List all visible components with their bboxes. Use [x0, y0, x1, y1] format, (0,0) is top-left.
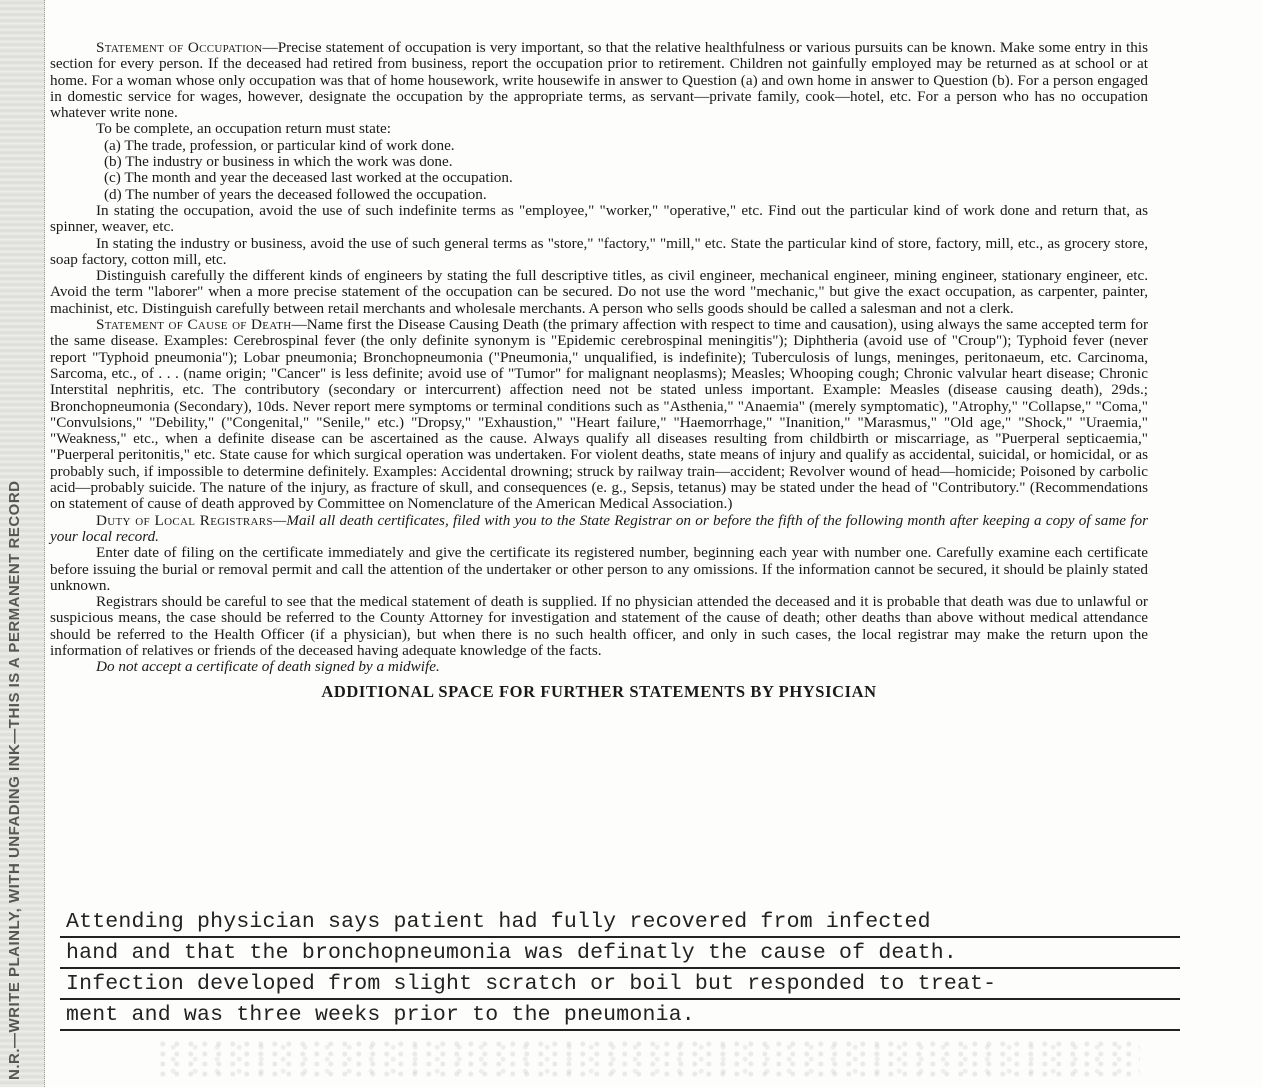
cause-text: —Name first the Disease Causing Death (the primary affection with respect to time and causation), using always the same accepted term for the same disease. Examples: Cerebrospinal fever (the only definite synonym is "Epidemic cerebrospinal meningitis"); Diphtheria (avoid use of "Croup"); Typhoid fever (never report "Typhoid pneumonia"); Lobar pneumonia; Bronchopneumonia ("Pneumonia," unqualified, is indefinite); Tuberculosis of lungs, meninges, peritonaeum, etc. Carcinoma, Sarcoma, etc., of . . . (name origin; "Cancer" is less definite; avoid use of "Tumor" for malignant neoplasms); Measles; Whooping cough; Chronic valvular heart disease; Chronic Interstital nephritis, etc. The contributory (secondary or intercurrent) affection need not be stated unless important. Example: Measles (disease causing death), 29ds.; Bronchopneumonia (Secondary), 10ds. Never report mere symptoms or terminal conditions such as "Asthenia," "Anaemia" (merely symptomatic), "Atrophy," "Collapse," "Coma," "Convulsions," "Debility," ("Congenital," "Senile," etc.) "Dropsy," "Exhaustion," "Heart failure," "Haemorrhage," "Inanition," "Marasmus," "Old age," "Shock," "Uraemia," "Weakness," etc., when a definite disease can be ascertained as the cause. Always qualify all diseases resulting from childbirth or miscarriage, as "Puerperal septicaemia," "Puerperal peritonitis," etc. State cause for which surgical operation was undertaken. For violent deaths, state means of injury and qualify as accidental, suicidal, or homicidal, or as probably such, if impossible to determine definitely. Examples: Accidental drowning; struck by railway train—accident; Revolver wound of head—homicide; Poisoned by carbolic acid—probably suicide. The nature of the injury, as fracture of skull, and consequences (e. g., Sepsis, tetanus) may be stated under the head of "Contributory." (Recommendations on statement of cause of death approved by Committee on Nomenclature of the American Medical Association.)	[50, 316, 1149, 513]
midwife-paragraph	[50, 659, 1148, 675]
typed-line: ment and was three weeks prior to the pneumonia.	[60, 1001, 1180, 1031]
cause-heading: Statement of Cause of Death	[96, 316, 292, 334]
registrars-paragraph	[50, 513, 1148, 546]
additional-space-heading: ADDITIONAL SPACE FOR FURTHER STATEMENTS BY PHYSICIAN	[321, 681, 877, 701]
margin-instruction: N.R.—WRITE PLAINLY, WITH UNFADING INK—THIS IS A PERMANENT RECORD	[6, 480, 23, 1080]
typed-line: Attending physician says patient had fully recovered from infected	[60, 908, 1180, 938]
enter-date-paragraph: Enter date of filing on the certificate immediately and give the certificate its registered number, beginning each year with number one. Carefully examine each certificate before issuing the burial or removal permit and call the attention of the undertaker or other person to any omissions. If the information cannot be secured, it should be plainly stated unknown.	[50, 544, 1148, 594]
instructions-body	[50, 40, 1148, 700]
typed-line: hand and that the bronchopneumonia was definatly the cause of death.	[60, 939, 1180, 969]
occupation-heading: Statement of Occupation	[96, 39, 263, 56]
typed-line: Infection developed from slight scratch or boil but responded to treat-	[60, 970, 1180, 1000]
occupation-paragraph	[50, 40, 1148, 121]
engineers-paragraph: Distinguish carefully the different kinds of engineers by stating the full descriptive titles, as civil engineer, mechanical engineer, mining engineer, stationary engineer, etc. Avoid the term "laborer" when a more precise statement of the occupation can be secured. Do not use the word "mechanic," but give the exact occupation, as carpenter, painter, machinist, etc. Distinguish carefully between retail merchants and wholesale merchants. A person who sells goods should be called a salesman and not a clerk.	[50, 267, 1148, 317]
scan-noise	[160, 1040, 1140, 1080]
list-item: (d) The number of years the deceased followed the occupation.	[104, 185, 487, 203]
occupation-requirements-list	[50, 138, 1148, 203]
registrars-text: —Mail all death certificates, filed with you to the State Registrar on or before the fifth of the following month after keeping a copy of same for your local record.	[50, 511, 1148, 545]
registrars-heading: Duty of Local Registrars	[96, 511, 273, 529]
industry-paragraph: In stating the industry or business, avoid the use of such general terms as "store," "factory," "mill," etc. State the particular kind of store, factory, mill, etc., as grocery store, soap factory, cotton mill, etc.	[50, 234, 1148, 268]
physician-statement	[60, 908, 1180, 1032]
cause-of-death-paragraph	[50, 317, 1148, 513]
list-item: (b) The industry or business in which the work was done.	[104, 153, 453, 171]
list-item: (c) The month and year the deceased last worked at the occupation.	[104, 169, 513, 187]
midwife-text: Do not accept a certificate of death signed by a midwife.	[96, 658, 440, 676]
registrars-careful-paragraph: Registrars should be careful to see that the medical statement of death is supplied. If no physician attended the deceased and it is probable that death was due to unlawful or suspicious means, the case should be referred to the County Attorney for investigation and statement of the cause of death; other deaths than above without medical attendance should be referred to the Health Officer (if a physician), but when there is no such health officer, and only in such cases, the local registrar may make the return upon the information of relatives or friends of the deceased having adequate knowledge of the facts.	[50, 593, 1148, 659]
occupation-intro: —Precise statement of occupation is very important, so that the relative healthfulness or various pursuits can be known. Make some entry in this section for every person. If the deceased had retired from business, report the occupation prior to retirement. Children not gainfully employed may be returned as at school or at home. For a woman whose only occupation was that of home housework, write housewife in answer to Question (a) and own home in answer to Question (b). For a person engaged in domestic service for wages, however, designate the occupation by the appropriate terms, as servant—private family, cook—hotel, etc. For a person who has no occupation whatever write none.	[50, 39, 1148, 122]
list-item: (a) The trade, profession, or particular kind of work done.	[104, 136, 455, 154]
complete-lead: To be complete, an occupation return must state:	[96, 120, 391, 138]
left-margin-strip	[0, 0, 45, 1087]
occupation-stating-paragraph: In stating the occupation, avoid the use of such indefinite terms as "employee," "worker," "operative," etc. Find out the particular kind of work done and return that, as spinner, weaver, etc.	[50, 201, 1148, 236]
